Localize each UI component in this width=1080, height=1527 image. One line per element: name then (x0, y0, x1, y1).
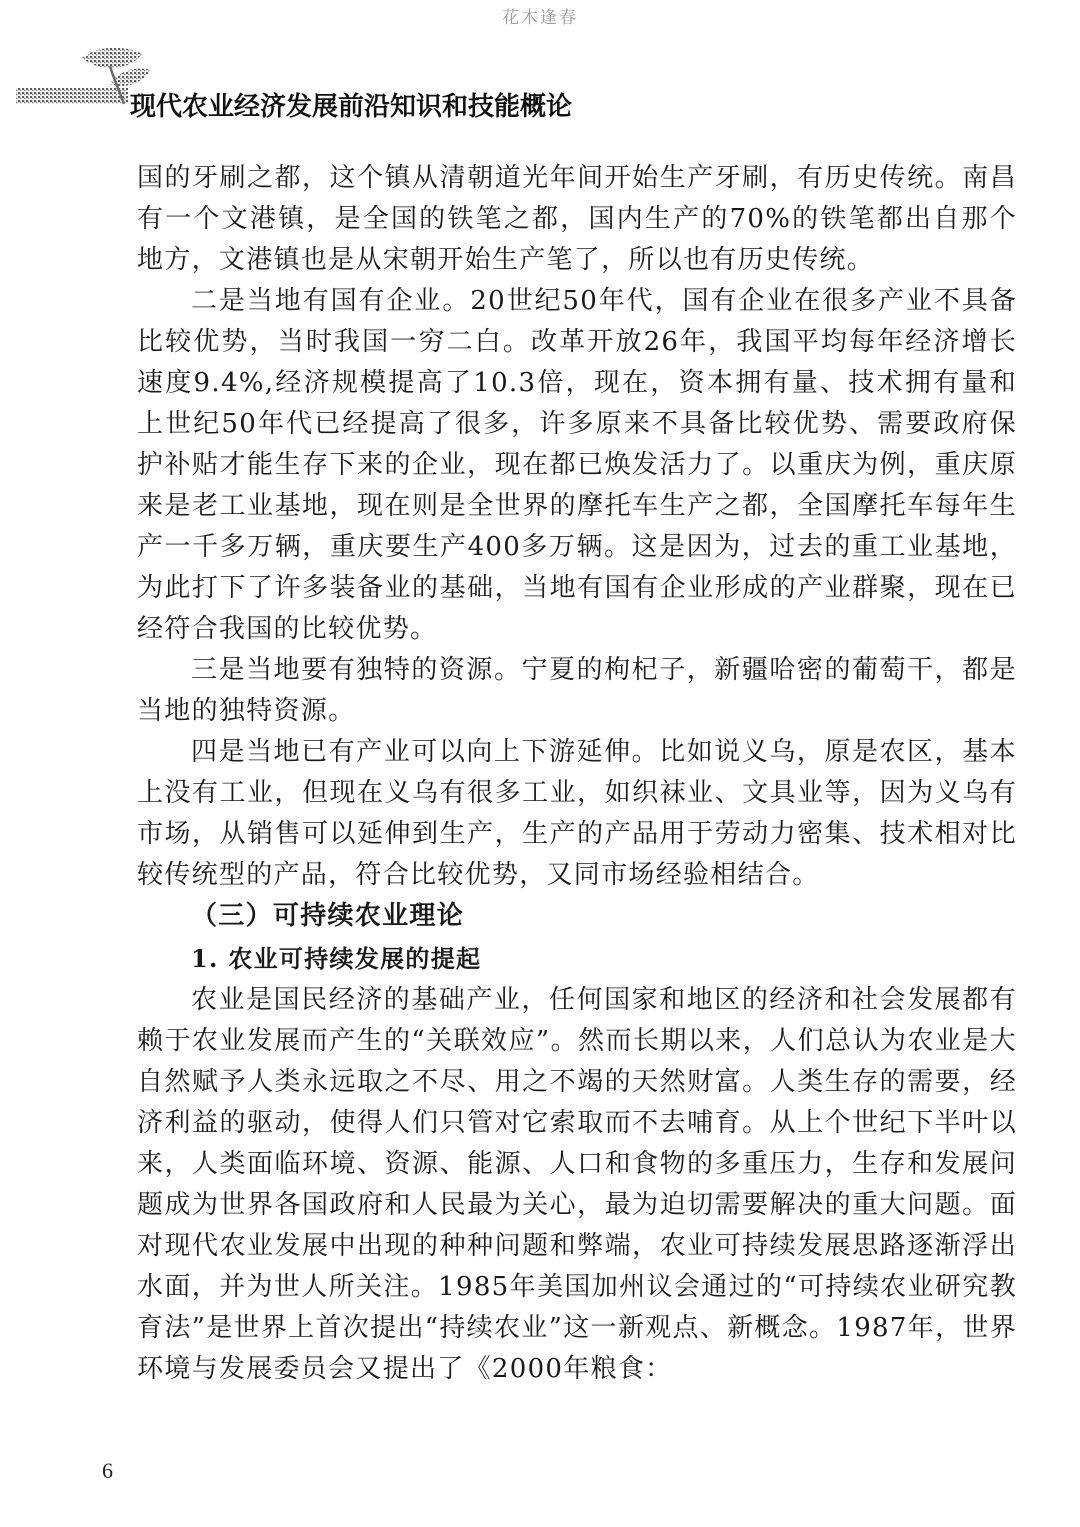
book-title: 现代农业经济发展前沿知识和技能概论 (130, 92, 573, 122)
page-body (137, 158, 1017, 1390)
body-paragraph: 三是当地要有独特的资源。宁夏的枸杞子，新疆哈密的葡萄干，都是当地的独特资源。 (137, 655, 1017, 726)
body-paragraph: 四是当地已有产业可以向上下游延伸。比如说义乌，原是农区，基本上没有工业，但现在义乌有很多工业，如织袜业、文具业等，因为义乌有市场，从销售可以延伸到生产，生产的产品用于劳动力密集、技术相对比较传统型的产品，符合比较优势，又同市场经验相结合。 (137, 737, 1017, 890)
page-number: 6 (102, 1458, 113, 1483)
subsection-heading: 1. 农业可持续发展的提起 (191, 944, 482, 973)
running-header (10, 40, 650, 125)
section-heading: （三）可持续农业理论 (191, 901, 465, 931)
body-paragraph: 二是当地有国有企业。20世纪50年代，国有企业在很多产业不具备比较优势，当时我国一穷二白。改革开放26年，我国平均每年经济增长速度9.4%,经济规模提高了10.3倍，现在，资本拥有量、技术拥有量和上世纪50年代已经提高了很多，许多原来不具备比较优势、需要政府保护补贴才能生存下来的企业，现在都已焕发活力了。以重庆为例，重庆原来是老工业基地，现在则是全世界的摩托车生产之都，全国摩托车每年生产一千多万辆，重庆要生产400多万辆。这是因为，过去的重工业基地，为此打下了许多装备业的基础，当地有国有企业形成的产业群聚，现在已经符合我国的比较优势。 (137, 286, 1017, 644)
body-paragraph: 国的牙刷之都，这个镇从清朝道光年间开始生产牙刷，有历史传统。南昌有一个文港镇，是全国的铁笔之都，国内生产的70%的铁笔都出自那个地方，文港镇也是从宋朝开始生产笔了，所以也有历史传统。 (137, 163, 1017, 275)
watermark-text: 花木逢春 (502, 8, 578, 28)
body-paragraph: 农业是国民经济的基础产业，任何国家和地区的经济和社会发展都有赖于农业发展而产生的“关联效应”。然而长期以来，人们总认为农业是大自然赋予人类永远取之不尽、用之不竭的天然财富。人类生存的需要，经济利益的驱动，使得人们只管对它索取而不去哺育。从上个世纪下半叶以来，人类面临环境、资源、能源、人口和食物的多重压力，生存和发展问题成为世界各国政府和人民最为关心，最为迫切需要解决的重大问题。面对现代农业发展中出现的种种问题和弊端，农业可持续发展思路逐渐浮出水面，并为世人所关注。1985年美国加州议会通过的“可持续农业研究教育法”是世界上首次提出“持续农业”这一新观点、新概念。1987年，世界环境与发展委员会又提出了《2000年粮食： (137, 985, 1017, 1384)
